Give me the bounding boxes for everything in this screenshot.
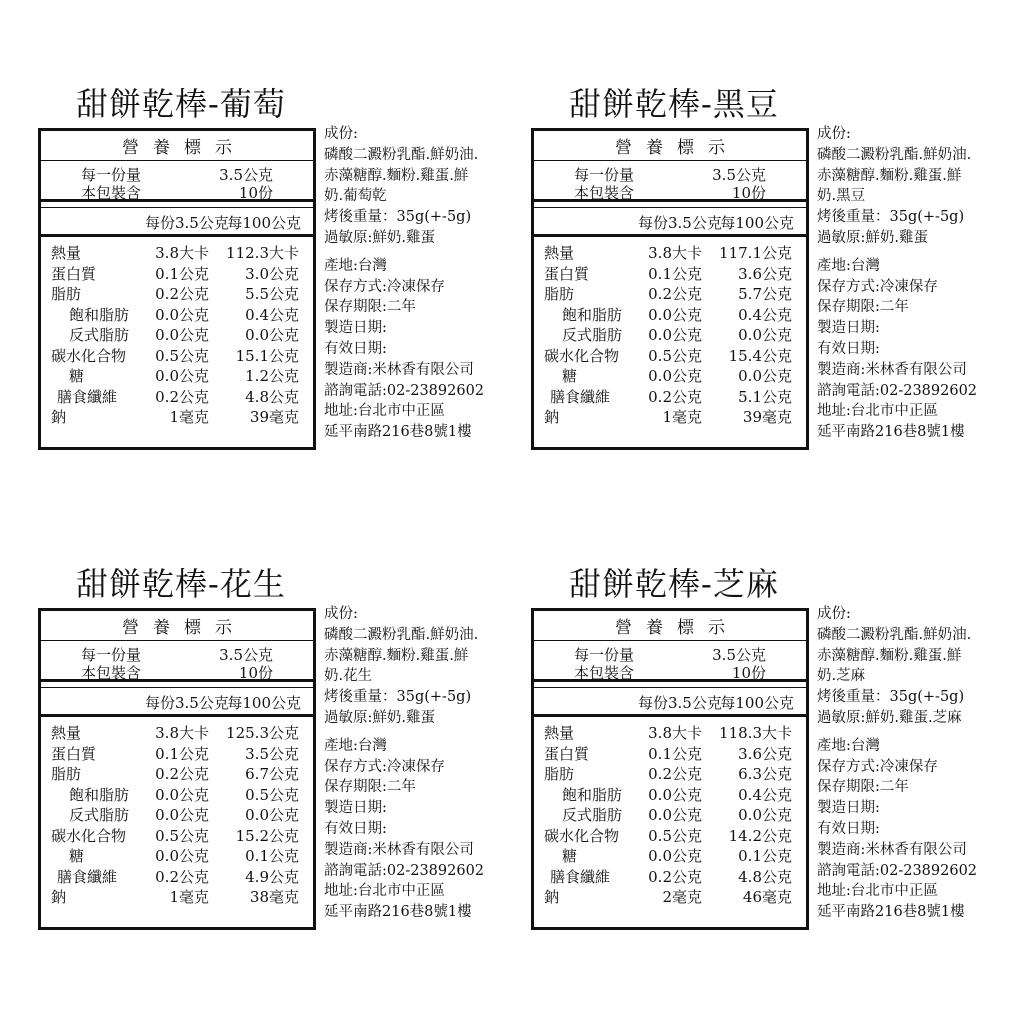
net-weight: 烤後重量：35g(+-5g) — [817, 689, 965, 706]
origin: 產地:台灣 — [817, 257, 880, 274]
ingredients-line-3: 奶.黑豆 — [817, 188, 866, 205]
phone: 諮詢電話:02-23892602 — [817, 382, 978, 399]
nutrient-row — [534, 846, 806, 867]
nutrient-per-serving: 0.1公克 — [648, 264, 702, 283]
per-serving-header: 每份3.5公克 — [145, 214, 229, 232]
nutrient-row — [41, 366, 313, 387]
nutrient-name: 飽和脂肪 — [562, 785, 623, 804]
nutrient-row — [41, 744, 313, 765]
nutrient-name: 脂肪 — [51, 285, 82, 303]
nutrient-per-100g: 38毫克 — [249, 888, 299, 906]
ingredients-title: 成份: — [817, 126, 851, 142]
nutrient-per-100g: 15.1公克 — [235, 346, 299, 365]
nutrient-per-serving: 3.8大卡 — [648, 724, 702, 742]
nutrient-per-serving: 0.5公克 — [155, 346, 209, 365]
nutrient-row — [41, 346, 313, 367]
servings-per-pack-label: 本包裝含 — [81, 184, 142, 202]
nutrient-per-serving: 1毫克 — [169, 408, 209, 426]
net-weight: 烤後重量：35g(+-5g) — [324, 209, 472, 226]
nutrient-name: 蛋白質 — [544, 264, 590, 283]
nutrient-name: 鈉 — [51, 408, 67, 426]
nutrition-header: 營養標示 — [534, 135, 806, 161]
nutrient-name: 鈉 — [544, 408, 560, 426]
nutrient-per-100g: 0.4公克 — [738, 785, 792, 804]
address-line-1: 地址:台北市中正區 — [324, 883, 445, 900]
column-headers — [534, 207, 806, 237]
nutrient-row — [534, 366, 806, 387]
nutrient-list — [41, 243, 313, 428]
allergen-info: 過敏原:鮮奶.雞蛋 — [324, 229, 435, 246]
nutrient-name: 反式脂肪 — [69, 326, 130, 344]
nutrition-header: 營養標示 — [41, 135, 313, 161]
product-title: 甜餅乾棒-葡萄 — [76, 85, 286, 123]
manufacture-date: 製造日期: — [817, 800, 880, 817]
per-100g-header: 每100公克 — [720, 214, 794, 232]
nutrient-per-100g: 0.0公克 — [738, 326, 792, 344]
serving-info — [534, 642, 806, 682]
nutrient-per-100g: 4.9公克 — [245, 867, 299, 886]
allergen-info: 過敏原:鮮奶.雞蛋.芝麻 — [817, 709, 962, 726]
nutrient-per-serving: 0.2公克 — [648, 285, 702, 303]
column-headers — [41, 687, 313, 717]
address-line-1: 地址:台北市中正區 — [817, 883, 938, 900]
serving-size-value: 3.5公克 — [219, 646, 273, 664]
serving-size-value: 3.5公克 — [712, 646, 766, 664]
nutrient-name: 糖 — [69, 847, 85, 865]
phone: 諮詢電話:02-23892602 — [817, 862, 978, 879]
manufacturer: 製造商:米林香有限公司 — [324, 361, 474, 378]
nutrient-list — [41, 723, 313, 908]
manufacturer: 製造商:米林香有限公司 — [817, 361, 967, 378]
nutrient-per-serving: 3.8大卡 — [155, 724, 209, 742]
nutrient-per-100g: 0.0公克 — [738, 806, 792, 824]
shelf-life: 保存期限:二年 — [324, 779, 416, 796]
nutrient-per-serving: 0.5公克 — [648, 826, 702, 845]
serving-size-value: 3.5公克 — [219, 166, 273, 184]
origin: 產地:台灣 — [817, 737, 880, 754]
nutrient-row — [534, 243, 806, 264]
nutrient-name: 糖 — [562, 367, 578, 385]
serving-info — [41, 642, 313, 682]
nutrient-per-serving: 0.2公克 — [155, 387, 209, 406]
per-serving-header: 每份3.5公克 — [145, 694, 229, 712]
nutrient-per-100g: 0.5公克 — [245, 785, 299, 804]
nutrient-per-100g: 3.0公克 — [245, 264, 299, 283]
nutrient-row — [41, 887, 313, 908]
product-info — [324, 124, 524, 443]
phone: 諮詢電話:02-23892602 — [324, 862, 485, 879]
nutrient-per-100g: 39毫克 — [249, 408, 299, 426]
serving-info — [41, 162, 313, 202]
column-headers — [534, 687, 806, 717]
nutrient-row — [534, 785, 806, 806]
ingredients-line-1: 磷酸二澱粉乳酯.鮮奶油. — [817, 626, 972, 643]
per-100g-header: 每100公克 — [227, 214, 301, 232]
nutrient-row — [534, 887, 806, 908]
expiry-date: 有效日期: — [817, 820, 880, 837]
nutrient-row — [534, 346, 806, 367]
nutrient-per-serving: 1毫克 — [662, 408, 702, 426]
servings-per-pack-label: 本包裝含 — [574, 664, 635, 682]
nutrient-name: 飽和脂肪 — [562, 305, 623, 324]
nutrient-per-100g: 5.7公克 — [738, 285, 792, 303]
nutrient-name: 飽和脂肪 — [69, 785, 130, 804]
nutrient-per-serving: 0.0公克 — [155, 326, 209, 344]
label-panel-peanut — [38, 564, 518, 921]
manufacture-date: 製造日期: — [324, 800, 387, 817]
column-headers — [41, 207, 313, 237]
expiry-date: 有效日期: — [817, 340, 880, 357]
per-serving-header: 每份3.5公克 — [638, 694, 722, 712]
nutrient-per-100g: 112.3大卡 — [226, 244, 299, 262]
serving-size-label: 每一份量 — [81, 166, 142, 184]
nutrient-per-serving: 0.0公克 — [155, 305, 209, 324]
product-title: 甜餅乾棒-黑豆 — [569, 85, 779, 123]
nutrient-per-serving: 0.0公克 — [648, 785, 702, 804]
nutrient-name: 鈉 — [544, 888, 560, 906]
nutrient-name: 糖 — [562, 847, 578, 865]
nutrient-row — [534, 723, 806, 744]
ingredients-line-2: 赤藻糖醇.麵粉.雞蛋.鮮 — [817, 647, 962, 664]
manufacture-date: 製造日期: — [817, 320, 880, 337]
nutrient-name: 膳食纖維 — [57, 387, 118, 406]
nutrient-per-serving: 3.8大卡 — [155, 244, 209, 262]
net-weight: 烤後重量：35g(+-5g) — [324, 689, 472, 706]
ingredients-title: 成份: — [817, 606, 851, 622]
servings-per-pack-value: 10份 — [731, 184, 766, 202]
serving-info — [534, 162, 806, 202]
nutrient-row — [534, 407, 806, 428]
nutrient-row — [41, 846, 313, 867]
nutrient-per-100g: 5.1公克 — [738, 387, 792, 406]
nutrient-per-serving: 0.0公克 — [155, 806, 209, 824]
shelf-life: 保存期限:二年 — [817, 299, 909, 316]
address-line-1: 地址:台北市中正區 — [817, 403, 938, 420]
servings-per-pack-value: 10份 — [238, 664, 273, 682]
nutrient-row — [41, 264, 313, 285]
nutrient-per-serving: 0.0公克 — [648, 326, 702, 344]
origin: 產地:台灣 — [324, 257, 387, 274]
nutrient-row — [41, 407, 313, 428]
address-line-2: 延平南路216巷8號1樓 — [324, 424, 472, 441]
product-title: 甜餅乾棒-花生 — [76, 565, 286, 603]
nutrient-per-100g: 0.0公克 — [245, 326, 299, 344]
nutrient-row — [534, 867, 806, 888]
nutrient-row — [534, 305, 806, 326]
nutrient-per-serving: 0.2公克 — [155, 867, 209, 886]
nutrient-per-100g: 15.2公克 — [235, 826, 299, 845]
serving-size-label: 每一份量 — [574, 646, 635, 664]
shelf-life: 保存期限:二年 — [817, 779, 909, 796]
nutrient-per-100g: 6.7公克 — [245, 765, 299, 783]
ingredients-line-2: 赤藻糖醇.麵粉.雞蛋.鮮 — [324, 167, 469, 184]
nutrient-per-100g: 0.1公克 — [738, 847, 792, 865]
product-info — [324, 604, 524, 923]
storage-method: 保存方式:冷凍保存 — [324, 758, 445, 775]
nutrient-name: 熱量 — [544, 724, 575, 742]
nutrition-facts-box — [38, 128, 316, 450]
nutrient-per-serving: 0.0公克 — [648, 847, 702, 865]
nutrient-per-serving: 3.8大卡 — [648, 244, 702, 262]
nutrient-name: 脂肪 — [51, 765, 82, 783]
storage-method: 保存方式:冷凍保存 — [817, 278, 938, 295]
nutrient-per-100g: 46毫克 — [742, 888, 792, 906]
expiry-date: 有效日期: — [324, 340, 387, 357]
storage-method: 保存方式:冷凍保存 — [324, 278, 445, 295]
shelf-life: 保存期限:二年 — [324, 299, 416, 316]
nutrient-name: 碳水化合物 — [51, 346, 127, 365]
address-line-2: 延平南路216巷8號1樓 — [817, 904, 965, 921]
nutrient-name: 反式脂肪 — [562, 326, 623, 344]
nutrient-row — [534, 387, 806, 408]
manufacturer: 製造商:米林香有限公司 — [817, 841, 967, 858]
nutrient-per-serving: 2毫克 — [662, 888, 702, 906]
nutrient-name: 脂肪 — [544, 285, 575, 303]
nutrient-name: 糖 — [69, 367, 85, 385]
nutrient-name: 碳水化合物 — [51, 826, 127, 845]
ingredients-line-2: 赤藻糖醇.麵粉.雞蛋.鮮 — [324, 647, 469, 664]
nutrient-name: 熱量 — [51, 724, 82, 742]
nutrient-name: 膳食纖維 — [550, 387, 611, 406]
servings-per-pack-value: 10份 — [731, 664, 766, 682]
net-weight: 烤後重量：35g(+-5g) — [817, 209, 965, 226]
nutrient-list — [534, 243, 806, 428]
nutrient-name: 飽和脂肪 — [69, 305, 130, 324]
nutrient-row — [534, 284, 806, 305]
ingredients-title: 成份: — [324, 606, 358, 622]
servings-per-pack-value: 10份 — [238, 184, 273, 202]
nutrient-row — [41, 325, 313, 346]
nutrient-row — [534, 264, 806, 285]
origin: 產地:台灣 — [324, 737, 387, 754]
nutrient-per-serving: 0.0公克 — [155, 785, 209, 804]
storage-method: 保存方式:冷凍保存 — [817, 758, 938, 775]
nutrient-per-serving: 0.2公克 — [648, 387, 702, 406]
nutrient-list — [534, 723, 806, 908]
ingredients-line-3: 奶.花生 — [324, 668, 373, 685]
nutrient-name: 鈉 — [51, 888, 67, 906]
nutrient-name: 蛋白質 — [51, 264, 97, 283]
ingredients-line-2: 赤藻糖醇.麵粉.雞蛋.鮮 — [817, 167, 962, 184]
servings-per-pack-label: 本包裝含 — [81, 664, 142, 682]
nutrient-per-serving: 0.5公克 — [155, 826, 209, 845]
label-panel-grape — [38, 84, 518, 441]
nutrient-per-serving: 0.2公克 — [155, 765, 209, 783]
nutrient-row — [41, 284, 313, 305]
nutrient-per-serving: 1毫克 — [169, 888, 209, 906]
nutrient-name: 碳水化合物 — [544, 346, 620, 365]
nutrient-row — [41, 387, 313, 408]
nutrient-per-100g: 0.4公克 — [738, 305, 792, 324]
nutrient-row — [41, 785, 313, 806]
nutrient-per-serving: 0.0公克 — [155, 847, 209, 865]
per-100g-header: 每100公克 — [720, 694, 794, 712]
nutrient-row — [41, 305, 313, 326]
phone: 諮詢電話:02-23892602 — [324, 382, 485, 399]
nutrient-per-serving: 0.1公克 — [648, 744, 702, 763]
per-serving-header: 每份3.5公克 — [638, 214, 722, 232]
nutrient-name: 脂肪 — [544, 765, 575, 783]
nutrient-per-serving: 0.0公克 — [648, 806, 702, 824]
nutrient-row — [534, 826, 806, 847]
nutrient-per-100g: 5.5公克 — [245, 285, 299, 303]
address-line-2: 延平南路216巷8號1樓 — [817, 424, 965, 441]
manufacturer: 製造商:米林香有限公司 — [324, 841, 474, 858]
nutrient-per-100g: 14.2公克 — [728, 826, 792, 845]
per-100g-header: 每100公克 — [227, 694, 301, 712]
nutrient-per-100g: 0.0公克 — [738, 367, 792, 385]
nutrient-name: 熱量 — [51, 244, 82, 262]
nutrient-per-100g: 0.1公克 — [245, 847, 299, 865]
nutrient-per-100g: 15.4公克 — [728, 346, 792, 365]
nutrient-per-serving: 0.1公克 — [155, 744, 209, 763]
allergen-info: 過敏原:鮮奶.雞蛋 — [324, 709, 435, 726]
nutrient-row — [534, 325, 806, 346]
nutrient-row — [41, 723, 313, 744]
ingredients-line-3: 奶.芝麻 — [817, 668, 866, 685]
nutrient-name: 熱量 — [544, 244, 575, 262]
serving-size-label: 每一份量 — [81, 646, 142, 664]
nutrient-row — [534, 764, 806, 785]
nutrient-name: 反式脂肪 — [562, 806, 623, 824]
nutrient-row — [41, 805, 313, 826]
nutrient-per-100g: 6.3公克 — [738, 765, 792, 783]
nutrient-per-serving: 0.2公克 — [648, 867, 702, 886]
nutrient-per-serving: 0.0公克 — [648, 305, 702, 324]
nutrient-per-serving: 0.2公克 — [155, 285, 209, 303]
label-panel-sesame — [531, 564, 1011, 921]
nutrient-row — [534, 805, 806, 826]
nutrition-facts-box — [38, 608, 316, 930]
nutrient-name: 膳食纖維 — [57, 867, 118, 886]
nutrient-per-100g: 118.3大卡 — [719, 724, 792, 742]
ingredients-line-1: 磷酸二澱粉乳酯.鮮奶油. — [817, 146, 972, 163]
ingredients-line-1: 磷酸二澱粉乳酯.鮮奶油. — [324, 626, 479, 643]
servings-per-pack-label: 本包裝含 — [574, 184, 635, 202]
nutrient-name: 蛋白質 — [51, 744, 97, 763]
nutrient-row — [41, 867, 313, 888]
product-info — [817, 604, 1017, 923]
nutrient-per-100g: 4.8公克 — [245, 387, 299, 406]
nutrient-name: 碳水化合物 — [544, 826, 620, 845]
nutrient-row — [41, 764, 313, 785]
nutrient-per-100g: 3.6公克 — [738, 744, 792, 763]
nutrition-header: 營養標示 — [41, 615, 313, 641]
address-line-2: 延平南路216巷8號1樓 — [324, 904, 472, 921]
nutrient-name: 蛋白質 — [544, 744, 590, 763]
nutrient-per-100g: 39毫克 — [742, 408, 792, 426]
nutrient-per-serving: 0.0公克 — [155, 367, 209, 385]
ingredients-title: 成份: — [324, 126, 358, 142]
serving-size-value: 3.5公克 — [712, 166, 766, 184]
nutrient-per-serving: 0.2公克 — [648, 765, 702, 783]
nutrition-header: 營養標示 — [534, 615, 806, 641]
ingredients-line-1: 磷酸二澱粉乳酯.鮮奶油. — [324, 146, 479, 163]
nutrient-name: 膳食纖維 — [550, 867, 611, 886]
nutrient-per-100g: 4.8公克 — [738, 867, 792, 886]
nutrient-per-100g: 125.3公克 — [226, 724, 299, 742]
address-line-1: 地址:台北市中正區 — [324, 403, 445, 420]
serving-size-label: 每一份量 — [574, 166, 635, 184]
nutrient-per-100g: 0.4公克 — [245, 305, 299, 324]
nutrient-per-serving: 0.5公克 — [648, 346, 702, 365]
nutrient-row — [41, 243, 313, 264]
nutrient-per-serving: 0.0公克 — [648, 367, 702, 385]
nutrient-per-100g: 1.2公克 — [245, 367, 299, 385]
ingredients-line-3: 奶.葡萄乾 — [324, 188, 387, 205]
nutrition-facts-box — [531, 608, 809, 930]
expiry-date: 有效日期: — [324, 820, 387, 837]
nutrition-facts-box — [531, 128, 809, 450]
label-panel-black-bean — [531, 84, 1011, 441]
nutrient-row — [41, 826, 313, 847]
nutrient-per-100g: 117.1公克 — [719, 244, 792, 262]
nutrient-per-100g: 3.5公克 — [245, 744, 299, 763]
nutrient-per-100g: 3.6公克 — [738, 264, 792, 283]
allergen-info: 過敏原:鮮奶.雞蛋 — [817, 229, 928, 246]
product-info — [817, 124, 1017, 443]
nutrient-row — [534, 744, 806, 765]
nutrient-per-serving: 0.1公克 — [155, 264, 209, 283]
product-title: 甜餅乾棒-芝麻 — [569, 565, 779, 603]
nutrient-per-100g: 0.0公克 — [245, 806, 299, 824]
nutrient-name: 反式脂肪 — [69, 806, 130, 824]
manufacture-date: 製造日期: — [324, 320, 387, 337]
